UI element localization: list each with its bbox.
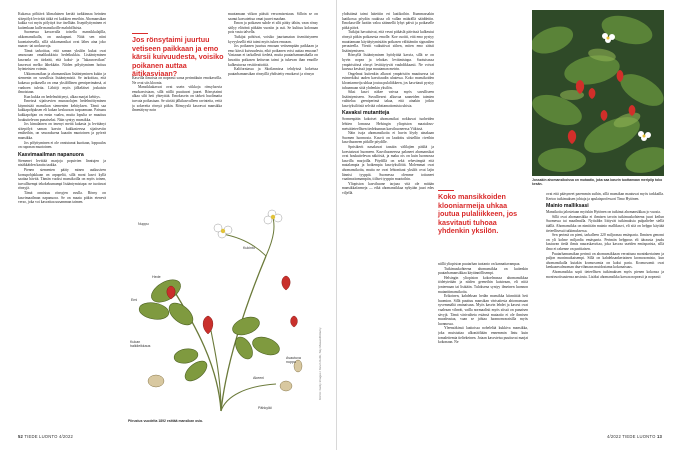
footer-left xyxy=(18,434,73,439)
pullquote-rule xyxy=(132,33,148,34)
column-2 xyxy=(132,76,222,192)
pullquote-right: Koko mansikkoiden klooniarmeija uhkaa joutua pulaliikkeen, jos kasvitauti tuhoaa yhdenkin yksilön. xyxy=(438,192,518,236)
col1-para: Kukassa pölttävä klimalainen kertää tarkkinnaa heinäen siitepölyä leviväät tätkä eri kukkien emeihin. Ahomansikan kukka voi myös pölyttyä itse itsellään. Itsepölyttyminen ei kuitenkaan kulle mansikoille mahdollisista. xyxy=(18,12,106,30)
column-6 xyxy=(546,192,664,430)
col1-para: Emeissä sijaitsevien munasolujen hedelmöityminen käynnistää mansikan siementen kehityksen. Tämä saa kukkapohjuksen eli kukan keskuosan turpoamaan. Paisunu kukkapohjan on ensin vaalea, mutta lopulta se muuttuu houkuttelevan punaiseksi. Näin syntyy mansikka. xyxy=(18,99,106,122)
label-hede: Hede xyxy=(152,275,161,279)
pullquote-rule-right xyxy=(438,190,454,191)
column-4 xyxy=(342,12,434,430)
label-kukan-halkileikkaus: Kukan halkileikkaus xyxy=(130,340,151,348)
photo-caption xyxy=(532,178,664,186)
col6-para: Sen perimä on pieni, tarkalleen 220 miljoonaa emäsparia. Ihmisen genomi on yli kolme miljardia emäsparia. Perimän helppous eli äärausta joudu kastuvan tiedä ihmis nauraskasvitaa, joka kasvaa useiden emäsparista, sillä ilmo ei rakenne on paritiaisen. xyxy=(546,233,664,251)
col3-para: Emon ja poikasen suhde ei silti pääty tähän, vaan rönsy säilyy elävänä pitkään vuosiin ja asti. Se kulttuu kolonaan pois vasta talvella. xyxy=(228,21,318,35)
col6-para: ovat että pääsyneet paremmin suihin, sillä mansikan maatuvat myös tarkkailla. Kertoo tutkimuksen johtaja ja apulaisprofessori Timo Hytönen. xyxy=(546,192,664,201)
page-gutter xyxy=(336,0,337,450)
col1-para: Jos pölyttyminen ei ole onnistunut kuottaan, loppuulos on ruponan muotoinen. xyxy=(18,140,106,150)
col3-para: Kaliforniassa ja Skotlannissa tehdyissä kokeissa puutarhamansikan rönsyillä yhdistetty emokasvi ja rönsyn xyxy=(228,67,318,76)
page-number-right: 13 xyxy=(656,434,662,439)
col1-para: Jos kimalainen on imenyt mettä kukasta ja levittänyt siitepölyä saman kasvin kukkasieessa sijaitseviin emiheihin, on seurauksena kaaatin muotoinen ja pyöreä mansikka. xyxy=(18,122,106,141)
column-1 xyxy=(18,12,106,430)
col5-para: niillä yliopiston puutarhan tuotanto on kannattavampaa. xyxy=(438,262,521,266)
illustration-caption-text: Piirustus vuodelta 1892 esittää mansikan osia. xyxy=(128,419,203,423)
label-akeeni: Akeeni xyxy=(253,376,264,380)
col1-para: Suomessa kasvavalla toisella mansikkalajilla, ukkomansikalla, on uuskupunt. Niitä sen niini kuontaisesellä, sillä ukkomansikat ovat lähes aina joko naaras- tai urokasvoja. xyxy=(18,30,106,49)
col4-para: Yliopiston kasvihuone tarjoaa vitä ole mitään mansikkafarmeja — eikä ahomansikkaa nykyään juuri edes viljellä. xyxy=(342,181,434,195)
label-avautuva-nuppu: Avautuva nuppu xyxy=(286,356,301,364)
label-kukinto: Kukinto xyxy=(243,246,255,250)
col5-para: Tutkimuskohteena ahomansikka on kuitenkin puutarhamansikkaa käytännöllisempi. xyxy=(438,266,528,276)
col4-para: Siksi kasvi näkee vaivaa myös suvulliseen lisääntymiseen. Suvulliesest alkuvaa saaneiden taimien vaihtelua geeniperimä takaa, että ainakin jotkin kasviyksilöistä selviää odottamattomista uhista. xyxy=(342,90,434,108)
col5-para: Yleensäkinsä laattoissa nobelelää kukkiva mansikka, joka muistuttaa ulkonäöltään ennemmin lintu kuin tomalettemia tieltekeinen. Jotaan kasvsteisa puuttuvat marjat kokonaan. Ne xyxy=(438,326,528,345)
col5-para: Helsingin yliopiston kokoelmassa ahomansikkaa tödetytetään ja niiden geeneihin kaisteaan, eli niitä jonteenaan tai lisätään. Tuloksena syntyy ilmeinen luonnon mutanttimansikoita. xyxy=(438,275,528,294)
pullquote-left: Jos rönsytaimi juurtuu vetiseen paikkaan ja emo kärsii kuivuudesta, voisiko poikanen auttaa äitikasviaan? xyxy=(132,35,224,79)
issue-left: 4/2022 xyxy=(59,434,74,439)
illustration-caption xyxy=(128,419,308,423)
label-emi: Emi xyxy=(131,298,138,302)
issue-right: 4/2022 xyxy=(606,434,621,439)
magazine-name-right: TIEDE LUONTO xyxy=(622,434,656,439)
col4-para: yhdistämä taimi laitettiin eri laatikoihin. Kummassakin laatikossa pöydän ruukissa oli vallan määrällä sääddetiin. Emokasville luotiin valoa säännellä lyhyt päivä ja poikaselle pitkä päivä. xyxy=(342,12,434,30)
column-5 xyxy=(438,262,528,430)
col3-para: Tutkijat pohtivat, voisiko juurtumatun itsenäistyneen kyvyyksellä että taimi myös tukea emoaan. xyxy=(228,34,318,44)
col2-para: Mansikkakasvat ovat usein viikkoja rönsyluovia emokasvistaan, sillä niillä puuttuvat juuret. Rönsytaimi alkaa silti heti yhteyttää. Emokasvin on tärkeä huolimatta turvata poikastaan. Se siirtää jälkikasvulleen ravinteita, vettä ja sokereita rönsyä pitkin. Rönsyyslä kasvavat mansikka ilmenäiyny noin xyxy=(132,85,222,113)
col1-para: Kun kukka on hedelmöittynyt, alkaa marjat kehitys. xyxy=(24,94,101,99)
col4-para: Sormenpään kokoiset ahomansikat nokkuvat tuoheiden lehtien lomassa Helsingin yliopiston maatalous-metsätieteellisen tiedekunnan kasvihuoneessa Viikissä. xyxy=(342,117,434,131)
strawberry-illustration xyxy=(126,196,316,418)
col1-para: Tämä onnistuu rönsyjen avulla. Rönsy on kasvimaailman napanuora. Se on maata pitkin etenevä verso, joka voi kasvattaa uusamman taimen. xyxy=(18,190,106,205)
label-nuppu: Nuppu xyxy=(138,222,149,226)
photo-caption-text: Jossakin ahomansikoissa on mutaatio, joka saa kasvin tuottamaan meripiip toko kesän. xyxy=(532,178,663,187)
photo-credit: KUVA: Getty Images / Kevin Kolbi, Sky Maxwell/Alamy xyxy=(318,327,322,400)
column-4b xyxy=(438,12,528,192)
col4-para: Näin isoja ahomansikoita ei huvin löydy ainakaan Suomen luonnosta. Kasvit on laadottu siistelliin riveihin kasvihuoneen pitkille pöydille. xyxy=(342,131,434,145)
col6-para: Mansikoita jalostetaan myöskin Hytönen on tutkinut ahomansikkaa jo vuosia. xyxy=(546,210,661,215)
footer-right xyxy=(607,434,662,439)
label-pahkinan: Pähkyläi xyxy=(258,406,272,410)
col4-para: Rönsyllä lisääntyminen hyödyttää kasvia, sillä se on hyvin nopea ja tehokas leviämistapa. Suotuisassa ympäristössä rönsyt levittäytyvät vauhdikkaasti. Ne voivat kuvuua kesässä jopa muutaman metrin. xyxy=(342,53,434,72)
col4-heading: Kavaksi mutantteja xyxy=(342,110,390,117)
page-number-left: 52 xyxy=(18,434,24,439)
col6-para: Puutarhamansikan perimä on ahomansikkaan verrattuna moninkertainen ja paljon monimutkaisempi. Sillä on kahdeksankertainen kromosomisto, kun ahomansikalla kutakin kromosomia on kaksi paria. Kromosomit ovat kenkaanvalmoman dna-rihmaan mutdostama kokonaisuus. xyxy=(546,251,664,270)
col4-para: Sprisikerit nasakavat taasäin välilajien pääliä ja koestutuvat huomeen. Kasvihuoneessa palaneet ahomansikat ovat houkuttelevaa näköisiä, ja maku ois on kuin luonnossa kasvilla marjoilla. Pöydillä on sekä rehevämpiä että matalampia ja hoikempia kasviyksilöitä. Molemmat ovat ahomansikoita, mutta ne ovat lehtonitaat yksilöt ovat lajin lännisi tyyppiä. Suomessa olemme tottuneet vaatimattomampiin, tiiliset tyyppin muotoihin. xyxy=(342,145,434,182)
col1-para: Pienen siementen pääty minen uutkusiven korsupohjakkaan on arpapeliä, sillä moni kasvi kyllä saattaa hävitä. Tämän vuoksi mansikoilla on myös toinen, turvallisempi tekokekumampi lisääntymistapa: ne tuottavat rönsyjä. xyxy=(18,168,106,191)
col1-para: Siemenet levittää marjoja popsivien linntujen ja nisäkkäiden kautta taakka. xyxy=(18,158,106,168)
col1-para: Tämä tarkoittaa, että saman yksilön kukat ovat amouoaan omalikukkisia hedeikukkia. Lisääntyminen kasvanla on tärkeää, että kaksi- ja "lakaurosvikan" kasvavat melko lähekkäin. Niiden pölyttyminen hoituu hyönteisten voimin. xyxy=(18,48,106,72)
col4-para: Ongelmat kuitenkin alkavat ympäristön muuttuessa tai esimerkiksi uuden kasvitaudin uhatessa. Koko mansikoiden klooniarmeija uhkaa joutua pulaliikkeen, jos kasvitauti pystyy tuhoamaan siitä yhdenkin yksilön. xyxy=(342,71,434,90)
strawberry-photo xyxy=(532,10,664,176)
col2-para: Kasvilla ilmoista on nopeasti saraa perimäkuin emokasvilla. Ne ovat siis kloonia. xyxy=(132,76,222,85)
col6-para: Ahomansikka sopii tieteellisen tutkimuksen myös pienen kokonsa ja monivuotisuutensa ansiosta. Lisäksi ahomansikka kasvaa nopeasti ja nopeasti xyxy=(546,269,664,279)
col3-para: Jos poikanen juurtuu emoaan vetisempään paikkaan ja emo kärsii kuivuudesta, eikö poikanen voisi auttaa emoaan? Vastaaun ei tarkallesti tiedetä, mutta puutarhamansikalla on havaittu poikasen keituvan taimi ja tukevan ihan emoille kulkeutuvaa vesitiivattoitiä. xyxy=(228,44,318,67)
col1-heading: Kasvimaailman napanuora xyxy=(18,151,84,158)
col3-para: muotamaan viikon päästä versomisestaan. Silloin se on saanut kasvatettua omat juuret maahan. xyxy=(228,12,318,21)
magazine-name-left: TIEDE LUONTO xyxy=(24,434,58,439)
col4-para: Tutkijat havaitsivat, että vesni pitkäslä päivässä kulkeutui rönsyä pitkin poikasesta emolle. Koe osoitti, että emo pystyy muuttamaan käyttäytymistään poikasen välittämiin signaalien perusteella. Viestit vaikuttivat siihen, miten emo säästi lisääntymiseen. xyxy=(342,30,434,53)
column-3 xyxy=(228,12,318,192)
col6-heading: Mainio malliksasi xyxy=(546,203,589,210)
col6-para: Sillä ovat ahomansikka ei ihmisen tavoin tutkimuskohteena juuri keilun Suomessa tai maailmalla. Nytialdin liittyvät tutkimuksia pulpaltelee siellä täällä. Ahomansikka on nimittäin mainio mallikasvi, eli sitä on helppo käyttää tieteellisessä tutkimuksessa. xyxy=(546,214,664,233)
col1-para: Ukkomansikan ja ahomansikan lisääntyminen kukin ja siemenin on suvullista lisääntymistä. Se tarkoittaa, että kukassa poikasella on oma yksilöllinen geeniperimänsä, ai vanhoen tuletta. Lähtöjt myös jälkeläiset joskaisin ilmoistaan. xyxy=(18,71,106,95)
col5-para: Erikoinen, kahdeksan hedän mansikka kiinnittää heti huomion. Sillä puuttuu mansikan värisatiesta ahtomansaan syvemmältä ominaisuus. Myös kasvin lehdet ja kasvut ovat vaaleaan vihreät, vailla normaalisti myös siissä on punaisen sävyjä. Tämä värivaiheta estänsä mutaatio ei ole ihmisen muodeastaa, vaan se johtaa luonnonvaraisilla myös luonnossa. xyxy=(438,294,528,326)
